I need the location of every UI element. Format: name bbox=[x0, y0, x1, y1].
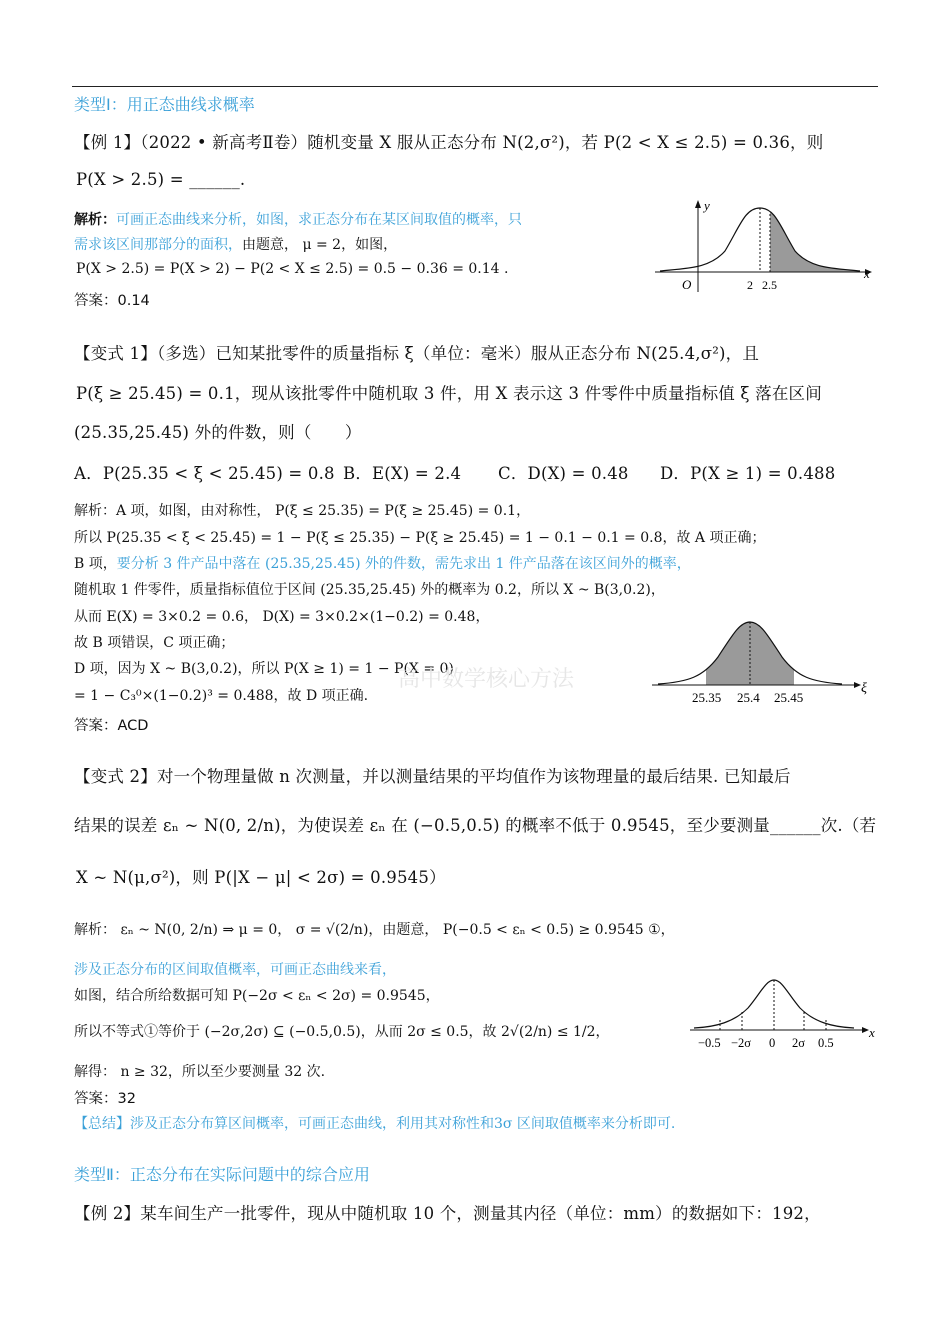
option-b: B．E(X) = 2.4 bbox=[343, 464, 462, 483]
solution1-line2 bbox=[74, 234, 397, 254]
y-axis-arrow-icon bbox=[695, 200, 701, 208]
solution2-line1: 解析：A 项，如图，由对称性， P(ξ ≤ 25.35) = P(ξ ≥ 25.45) = 0.1， bbox=[74, 503, 531, 519]
y-label: y bbox=[704, 198, 710, 213]
summary: 【总结】涉及正态分布算区间概率，可画正态曲线，利用其对称性和3σ 区间取值概率来分析即可. bbox=[74, 1116, 676, 1132]
label-2sigma: 2σ bbox=[792, 1036, 805, 1050]
variant1-line1: 【变式 1】（多选）已知某批零件的质量指标 ξ（单位：毫米）服从正态分布 N(25.4,σ²)，且 bbox=[74, 344, 760, 363]
answer1: 答案：0.14 bbox=[74, 293, 150, 309]
solution3-line5: 解得： n ≥ 32，所以至少要测量 32 次. bbox=[74, 1064, 326, 1080]
solution1-given: 由题意， μ = 2，如图， bbox=[242, 237, 398, 253]
figure1-normal-curve bbox=[650, 196, 880, 296]
solution-label: 解析： bbox=[74, 212, 116, 228]
section-heading-type1: 类型Ⅰ：用正态曲线求概率 bbox=[74, 95, 255, 114]
tick-2-5: 2.5 bbox=[762, 278, 777, 292]
solution2-line7: D 项，因为 X ~ B(3,0.2)，所以 P(X ≥ 1) = 1 − P(X = 0) bbox=[74, 661, 454, 677]
solution2-line2: 所以 P(25.35 < ξ < 25.45) = 1 − P(ξ ≤ 25.35) − P(ξ ≥ 25.45) = 1 − 0.1 − 0.1 = 0.8，故 A 项正确； bbox=[74, 530, 766, 546]
label-0-5: 0.5 bbox=[818, 1036, 834, 1050]
solution2-line4: 随机取 1 件零件，质量指标值位于区间 (25.35,25.45) 外的概率为 0.2，所以 X ~ B(3,0.2)， bbox=[74, 582, 665, 598]
solution2-line8: = 1 − C₃⁰×(1−0.2)³ = 0.488，故 D 项正确. bbox=[74, 688, 369, 704]
solution3-line3: 如图，结合所给数据可知 P(−2σ < εₙ < 2σ) = 0.9545， bbox=[74, 988, 440, 1004]
solution2-line6: 故 B 项错误，C 项正确； bbox=[74, 635, 235, 651]
figure2-normal-curve bbox=[648, 612, 880, 708]
figure3-normal-curve bbox=[686, 972, 878, 1062]
example1-line1: 【例 1】（2022 • 新高考Ⅱ卷）随机变量 X 服从正态分布 N(2,σ²)，若 P(2 < X ≤ 2.5) = 0.36，则 bbox=[74, 133, 824, 152]
solution2-line5: 从而 E(X) = 3×0.2 = 0.6， D(X) = 3×0.2×(1−0.2) = 0.48， bbox=[74, 609, 490, 625]
solution2-hint: 要分析 3 件产品中落在 (25.35,25.45) 外的件数，需先求出 1 件产品落在该区间外的概率， bbox=[116, 556, 691, 572]
solution1-hint: 可画正态曲线来分析，如图，求正态分布在某区间取值的概率，只 bbox=[116, 212, 522, 228]
option-a: A．P(25.35 < ξ < 25.45) = 0.8 bbox=[74, 464, 335, 483]
solution1-line3: P(X > 2.5) = P(X > 2) − P(2 < X ≤ 2.5) = 0.5 − 0.36 = 0.14 . bbox=[76, 261, 509, 277]
answer2: 答案：ACD bbox=[74, 718, 149, 734]
section-heading-type2: 类型Ⅱ：正态分布在实际问题中的综合应用 bbox=[74, 1165, 370, 1184]
option-d: D．P(X ≥ 1) = 0.488 bbox=[660, 464, 836, 483]
variant1-line2: P(ξ ≥ 25.45) = 0.1，现从该批零件中随机取 3 件，用 X 表示这 3 件零件中质量指标值 ξ 落在区间 bbox=[76, 384, 822, 403]
solution3-line4: 所以不等式①等价于 (−2σ,2σ) ⊆ (−0.5,0.5)，从而 2σ ≤ 0.5，故 2√(2/n) ≤ 1/2， bbox=[74, 1024, 610, 1040]
variant2-line2: 结果的误差 εₙ ~ N(0, 2/n)，为使误差 εₙ 在 (−0.5,0.5) 的概率不低于 0.9545，至少要测量______次.（若 bbox=[74, 816, 877, 835]
label-zero: 0 bbox=[769, 1036, 776, 1050]
solution2-b-item: B 项， bbox=[74, 556, 117, 572]
example1-line2: P(X > 2.5) = ______. bbox=[76, 170, 246, 189]
variant2-line1: 【变式 2】对一个物理量做 n 次测量，并以测量结果的平均值作为该物理量的最后结果. 已知最后 bbox=[74, 767, 791, 786]
solution2-line3 bbox=[74, 553, 691, 573]
tick-25-4: 25.4 bbox=[737, 690, 760, 705]
x-axis-arrow-icon bbox=[862, 1027, 869, 1033]
option-c: C．D(X) = 0.48 bbox=[498, 464, 629, 483]
answer3: 答案：32 bbox=[74, 1091, 136, 1107]
variant2-line3: X ~ N(μ,σ²)，则 P(|X − μ| < 2σ) = 0.9545） bbox=[76, 868, 446, 887]
variant1-line3: (25.35,25.45) 外的件数，则（ ） bbox=[74, 423, 362, 442]
tick-2: 2 bbox=[747, 278, 753, 292]
x-axis-arrow-icon bbox=[854, 682, 861, 688]
xi-label: ξ bbox=[861, 681, 867, 696]
solution3-line2: 涉及正态分布的区间取值概率，可画正态曲线来看， bbox=[74, 962, 396, 978]
x-label: x bbox=[869, 1025, 875, 1040]
example2-line1: 【例 2】某车间生产一批零件，现从中随机取 10 个，测量其内径（单位：mm）的数据如下：192， bbox=[74, 1204, 821, 1223]
tick-25-45: 25.45 bbox=[774, 690, 804, 705]
watermark: 高中数学核心方法 bbox=[398, 667, 575, 692]
x-label: x bbox=[864, 266, 870, 281]
solution1-line1 bbox=[74, 209, 522, 229]
solution1-hint2: 需求该区间那部分的面积， bbox=[74, 237, 242, 253]
origin-label: O bbox=[682, 277, 692, 292]
label-neg-0-5: −0.5 bbox=[698, 1036, 721, 1050]
top-rule bbox=[72, 86, 878, 87]
tick-25-35: 25.35 bbox=[692, 690, 722, 705]
label-neg-2sigma: −2σ bbox=[731, 1036, 752, 1050]
solution3-line1: 解析： εₙ ~ N(0, 2/n) ⇒ μ = 0， σ = √(2/n)，由题意， P(−0.5 < εₙ < 0.5) ≥ 0.9545 ①， bbox=[74, 922, 675, 938]
